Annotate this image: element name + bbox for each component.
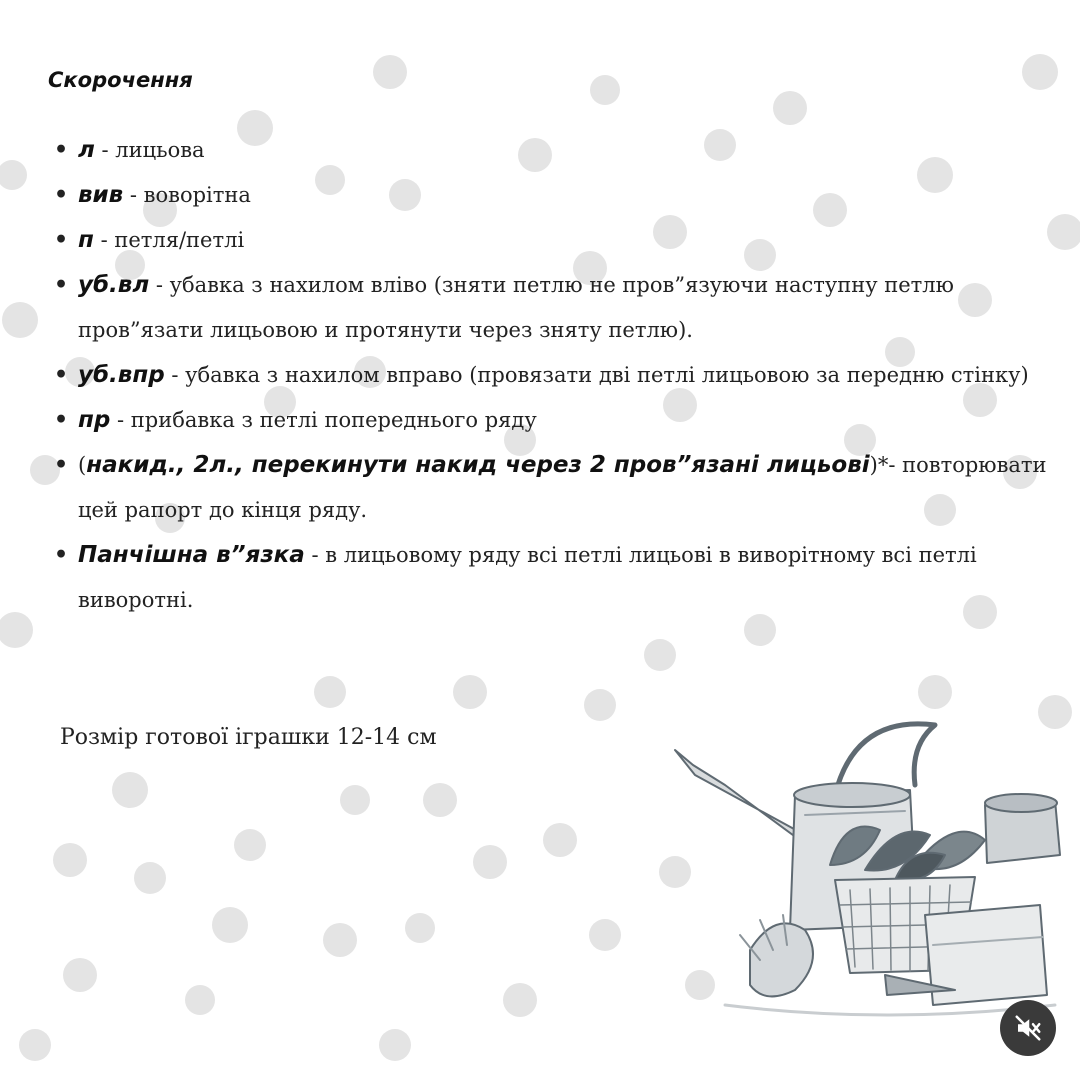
list-item: • уб.вл - убавка з нахилом вліво (зняти петлю не пров”язуючи наступну петлю пров”язати лицьовою и протянути через зняту петлю).: [54, 272, 954, 342]
abbreviation-list: [48, 128, 1063, 623]
list-item: • вив - воворітна: [54, 182, 251, 208]
abbr-term: уб.вл: [78, 272, 150, 298]
list-item: • п - петля/петлі: [54, 227, 245, 253]
mute-button[interactable]: [1000, 1000, 1056, 1056]
abbr-definition: - в лицьовому ряду всі петлі лицьові в виворітному всі петлі виворотні.: [78, 543, 977, 612]
abbr-term: л: [78, 137, 95, 163]
list-item: • уб.впр - убавка з нахилом вправо (провязати дві петлі лицьовою за передню стінку): [54, 362, 1029, 388]
abbr-definition: - убавка з нахилом вліво (зняти петлю не пров”язуючи наступну петлю пров”язати лицьовою и протянути через зняту петлю).: [78, 273, 954, 342]
abbr-definition: - прибавка з петлі попереднього ряду: [110, 408, 537, 432]
abbr-definition: - лицьова: [94, 138, 205, 162]
section-title: Скорочення: [48, 68, 193, 92]
abbr-term: пр: [78, 407, 111, 433]
list-item: • л - лицьова: [54, 137, 205, 163]
abbr-definition: - петля/петлі: [93, 228, 245, 252]
list-item: • пр - прибавка з петлі попереднього ряду: [54, 407, 537, 433]
toy-size-note: Розмір готової іграшки 12-14 см: [60, 725, 437, 750]
abbr-definition: - убавка з нахилом вправо (провязати дві петлі лицьовою за передню стінку): [164, 363, 1029, 387]
abbr-term: Панчішна в”язка: [78, 542, 305, 568]
watering-can-basket-illustration: [655, 705, 1065, 1025]
speaker-muted-icon: [1013, 1013, 1043, 1043]
open-paren: (: [78, 453, 87, 477]
abbr-term: уб.впр: [78, 362, 165, 388]
list-item: • Панчішна в”язка - в лицьовому ряду всі петлі лицьові в виворітному всі петлі виворотні.: [54, 542, 977, 612]
abbr-term: п: [78, 227, 94, 253]
abbr-definition: )*- повторювати цей рапорт до кінця ряду.: [78, 453, 1047, 522]
abbr-term: вив: [78, 182, 124, 208]
list-item: • (накид., 2л., перекинути накид через 2 пров”язані лицьові)*- повторювати цей рапорт до кінця ряду.: [54, 452, 1047, 522]
abbr-term: накид., 2л., перекинути накид через 2 пров”язані лицьові: [86, 452, 870, 478]
abbr-definition: - воворітна: [123, 183, 251, 207]
